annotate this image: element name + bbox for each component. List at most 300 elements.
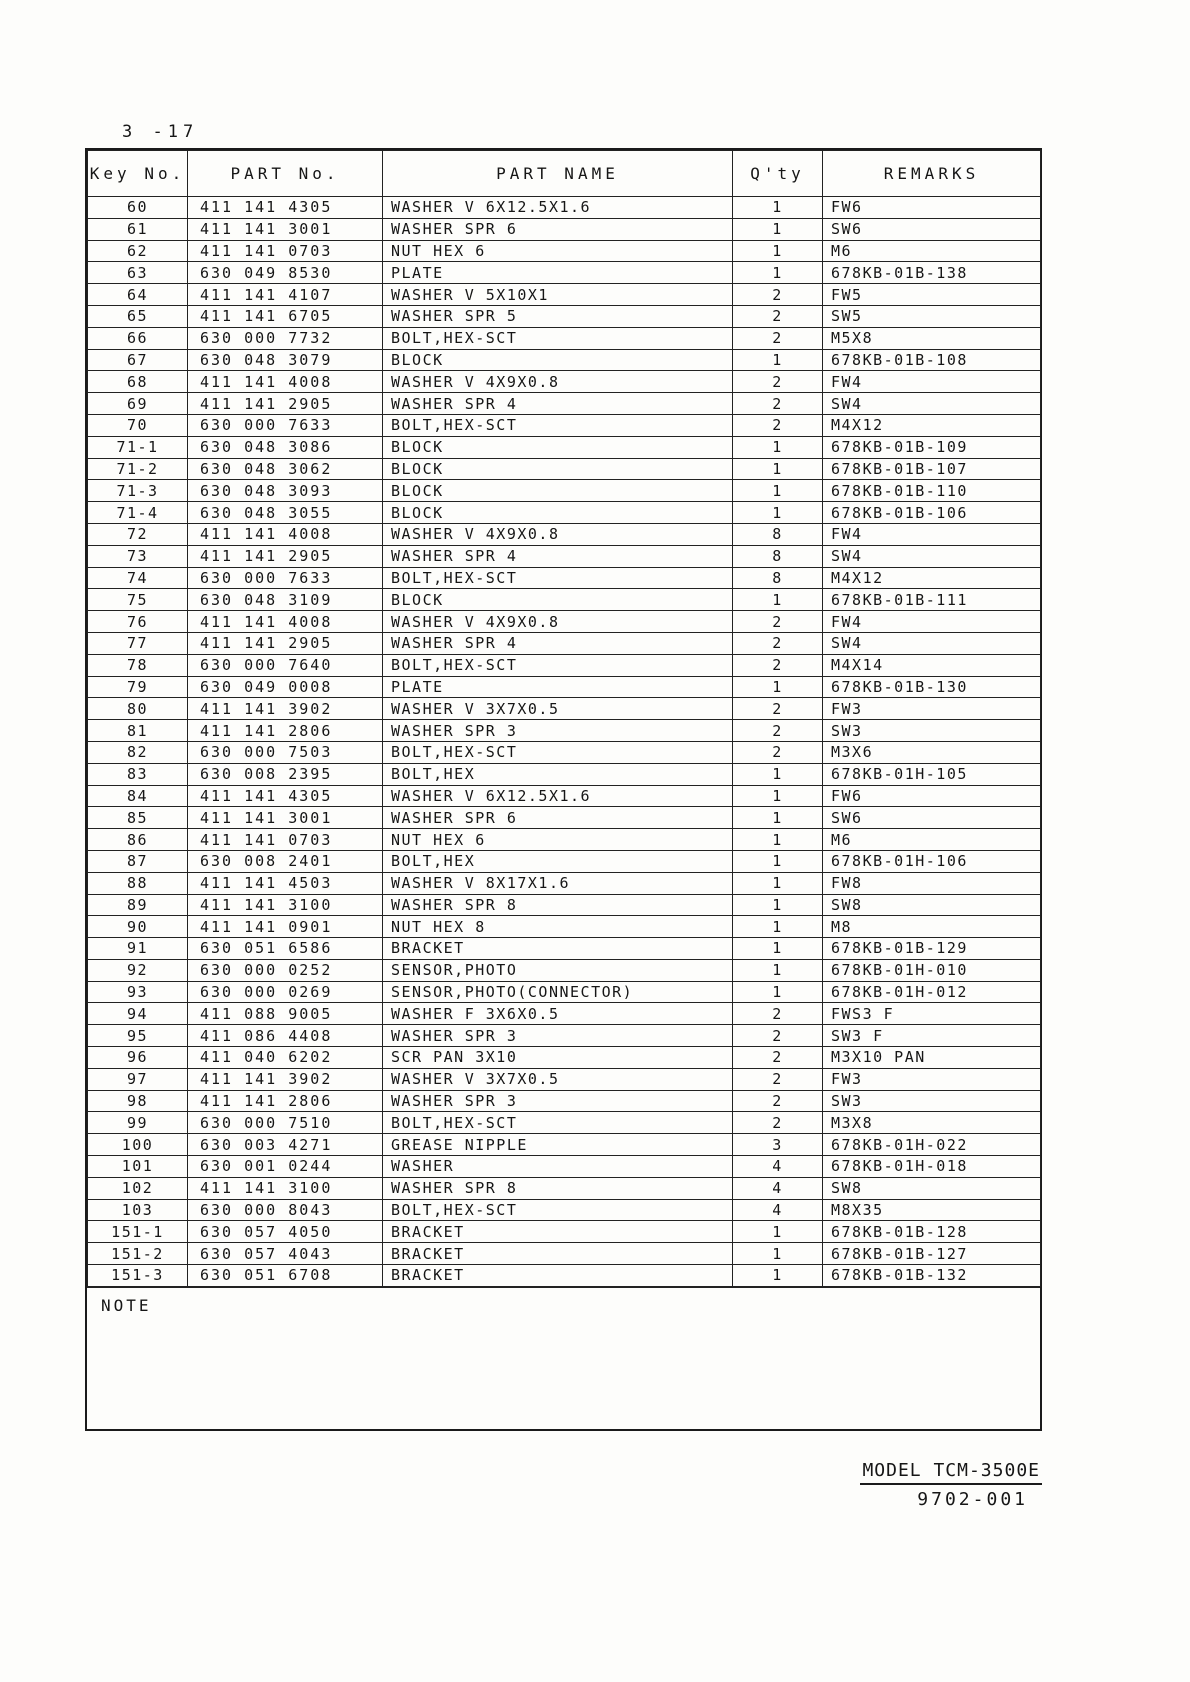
cell-remarks: SW6 bbox=[823, 218, 1041, 240]
cell-remarks: 678KB-01B-129 bbox=[823, 938, 1041, 960]
cell-part-no: 630 000 0252 bbox=[188, 959, 383, 981]
cell-part-name: BLOCK bbox=[383, 502, 733, 524]
cell-qty: 1 bbox=[733, 981, 823, 1003]
cell-qty: 2 bbox=[733, 371, 823, 393]
cell-part-no: 630 048 3086 bbox=[188, 436, 383, 458]
cell-remarks: M6 bbox=[823, 240, 1041, 262]
cell-remarks: FW6 bbox=[823, 785, 1041, 807]
cell-part-name: WASHER bbox=[383, 1156, 733, 1178]
table-row bbox=[88, 720, 1041, 742]
cell-qty: 8 bbox=[733, 545, 823, 567]
table-row bbox=[88, 959, 1041, 981]
cell-qty: 1 bbox=[733, 872, 823, 894]
cell-key-no: 73 bbox=[88, 545, 188, 567]
table-row bbox=[88, 1199, 1041, 1221]
cell-qty: 1 bbox=[733, 458, 823, 480]
cell-key-no: 94 bbox=[88, 1003, 188, 1025]
cell-part-no: 630 003 4271 bbox=[188, 1134, 383, 1156]
cell-qty: 4 bbox=[733, 1156, 823, 1178]
cell-qty: 1 bbox=[733, 349, 823, 371]
cell-part-no: 411 040 6202 bbox=[188, 1047, 383, 1069]
cell-qty: 2 bbox=[733, 1047, 823, 1069]
cell-part-no: 411 141 4305 bbox=[188, 785, 383, 807]
cell-qty: 2 bbox=[733, 1003, 823, 1025]
cell-part-name: BOLT,HEX bbox=[383, 763, 733, 785]
cell-remarks: FW8 bbox=[823, 872, 1041, 894]
cell-part-no: 411 141 3100 bbox=[188, 1177, 383, 1199]
column-header-part-name: PART NAME bbox=[383, 151, 733, 197]
cell-part-no: 630 051 6586 bbox=[188, 938, 383, 960]
cell-part-no: 411 141 2806 bbox=[188, 1090, 383, 1112]
cell-part-name: SENSOR,PHOTO(CONNECTOR) bbox=[383, 981, 733, 1003]
cell-key-no: 87 bbox=[88, 850, 188, 872]
cell-part-name: BLOCK bbox=[383, 480, 733, 502]
table-row bbox=[88, 371, 1041, 393]
cell-part-name: WASHER SPR 3 bbox=[383, 1090, 733, 1112]
cell-qty: 1 bbox=[733, 197, 823, 219]
table-row bbox=[88, 916, 1041, 938]
cell-key-no: 60 bbox=[88, 197, 188, 219]
cell-part-name: WASHER SPR 5 bbox=[383, 305, 733, 327]
table-row bbox=[88, 763, 1041, 785]
cell-part-name: NUT HEX 6 bbox=[383, 829, 733, 851]
cell-part-name: WASHER SPR 8 bbox=[383, 894, 733, 916]
cell-remarks: 678KB-01B-107 bbox=[823, 458, 1041, 480]
cell-remarks: SW4 bbox=[823, 393, 1041, 415]
cell-key-no: 86 bbox=[88, 829, 188, 851]
cell-remarks: 678KB-01B-109 bbox=[823, 436, 1041, 458]
cell-key-no: 77 bbox=[88, 632, 188, 654]
cell-part-no: 411 141 3001 bbox=[188, 807, 383, 829]
cell-remarks: FWS3 F bbox=[823, 1003, 1041, 1025]
parts-table-box bbox=[85, 148, 1042, 1431]
cell-part-no: 630 000 7503 bbox=[188, 741, 383, 763]
cell-remarks: FW6 bbox=[823, 197, 1041, 219]
cell-qty: 2 bbox=[733, 327, 823, 349]
cell-part-no: 630 008 2395 bbox=[188, 763, 383, 785]
column-header-key-no: Key No. bbox=[88, 151, 188, 197]
cell-remarks: M4X12 bbox=[823, 567, 1041, 589]
cell-part-no: 630 000 8043 bbox=[188, 1199, 383, 1221]
cell-part-no: 630 057 4043 bbox=[188, 1243, 383, 1265]
cell-part-name: BOLT,HEX-SCT bbox=[383, 1112, 733, 1134]
page-number: 3 -17 bbox=[122, 122, 199, 142]
cell-part-no: 630 000 7633 bbox=[188, 414, 383, 436]
table-row bbox=[88, 218, 1041, 240]
cell-part-name: SCR PAN 3X10 bbox=[383, 1047, 733, 1069]
cell-remarks: M6 bbox=[823, 829, 1041, 851]
cell-remarks: 678KB-01B-132 bbox=[823, 1265, 1041, 1287]
cell-part-no: 630 000 0269 bbox=[188, 981, 383, 1003]
cell-part-no: 411 141 4008 bbox=[188, 371, 383, 393]
cell-qty: 4 bbox=[733, 1199, 823, 1221]
cell-remarks: 678KB-01H-106 bbox=[823, 850, 1041, 872]
cell-part-no: 630 000 7633 bbox=[188, 567, 383, 589]
model-number: MODEL TCM-3500E bbox=[860, 1460, 1042, 1485]
table-row bbox=[88, 1221, 1041, 1243]
cell-remarks: 678KB-01B-108 bbox=[823, 349, 1041, 371]
cell-key-no: 78 bbox=[88, 654, 188, 676]
cell-remarks: SW3 bbox=[823, 720, 1041, 742]
cell-part-name: WASHER V 6X12.5X1.6 bbox=[383, 197, 733, 219]
cell-qty: 2 bbox=[733, 414, 823, 436]
cell-key-no: 66 bbox=[88, 327, 188, 349]
cell-remarks: FW5 bbox=[823, 284, 1041, 306]
cell-part-no: 630 049 0008 bbox=[188, 676, 383, 698]
table-row bbox=[88, 894, 1041, 916]
column-header-remarks: REMARKS bbox=[823, 151, 1041, 197]
table-row bbox=[88, 1177, 1041, 1199]
cell-remarks: FW4 bbox=[823, 611, 1041, 633]
table-row bbox=[88, 436, 1041, 458]
cell-qty: 2 bbox=[733, 393, 823, 415]
cell-part-name: BOLT,HEX-SCT bbox=[383, 741, 733, 763]
cell-key-no: 67 bbox=[88, 349, 188, 371]
table-row bbox=[88, 1003, 1041, 1025]
cell-key-no: 62 bbox=[88, 240, 188, 262]
cell-key-no: 71-4 bbox=[88, 502, 188, 524]
cell-key-no: 96 bbox=[88, 1047, 188, 1069]
cell-key-no: 84 bbox=[88, 785, 188, 807]
table-row bbox=[88, 698, 1041, 720]
table-row bbox=[88, 393, 1041, 415]
table-row bbox=[88, 284, 1041, 306]
cell-part-name: NUT HEX 6 bbox=[383, 240, 733, 262]
cell-part-no: 411 141 4305 bbox=[188, 197, 383, 219]
cell-remarks: 678KB-01B-128 bbox=[823, 1221, 1041, 1243]
column-header-part-no: PART No. bbox=[188, 151, 383, 197]
cell-remarks: SW4 bbox=[823, 545, 1041, 567]
cell-part-name: WASHER SPR 4 bbox=[383, 545, 733, 567]
table-row bbox=[88, 981, 1041, 1003]
cell-part-name: GREASE NIPPLE bbox=[383, 1134, 733, 1156]
cell-part-no: 411 141 2806 bbox=[188, 720, 383, 742]
cell-qty: 1 bbox=[733, 589, 823, 611]
cell-key-no: 63 bbox=[88, 262, 188, 284]
table-row bbox=[88, 829, 1041, 851]
cell-key-no: 89 bbox=[88, 894, 188, 916]
cell-remarks: SW3 bbox=[823, 1090, 1041, 1112]
table-row bbox=[88, 523, 1041, 545]
cell-remarks: M3X8 bbox=[823, 1112, 1041, 1134]
cell-key-no: 75 bbox=[88, 589, 188, 611]
table-row bbox=[88, 502, 1041, 524]
cell-remarks: M3X6 bbox=[823, 741, 1041, 763]
cell-qty: 1 bbox=[733, 240, 823, 262]
cell-remarks: FW4 bbox=[823, 523, 1041, 545]
table-row bbox=[88, 589, 1041, 611]
table-row bbox=[88, 197, 1041, 219]
cell-qty: 1 bbox=[733, 763, 823, 785]
cell-qty: 1 bbox=[733, 436, 823, 458]
cell-part-name: WASHER SPR 4 bbox=[383, 632, 733, 654]
table-row bbox=[88, 262, 1041, 284]
table-row bbox=[88, 349, 1041, 371]
table-row bbox=[88, 1243, 1041, 1265]
cell-qty: 1 bbox=[733, 894, 823, 916]
cell-remarks: FW4 bbox=[823, 371, 1041, 393]
cell-remarks: 678KB-01H-010 bbox=[823, 959, 1041, 981]
cell-key-no: 74 bbox=[88, 567, 188, 589]
cell-part-name: WASHER SPR 8 bbox=[383, 1177, 733, 1199]
column-header-qty: Q'ty bbox=[733, 151, 823, 197]
cell-remarks: 678KB-01H-018 bbox=[823, 1156, 1041, 1178]
cell-part-name: BOLT,HEX-SCT bbox=[383, 414, 733, 436]
table-row bbox=[88, 414, 1041, 436]
table-row bbox=[88, 807, 1041, 829]
cell-key-no: 76 bbox=[88, 611, 188, 633]
table-row bbox=[88, 1134, 1041, 1156]
cell-key-no: 99 bbox=[88, 1112, 188, 1134]
cell-key-no: 69 bbox=[88, 393, 188, 415]
note-section bbox=[87, 1287, 1040, 1429]
cell-part-name: BLOCK bbox=[383, 436, 733, 458]
cell-remarks: M4X14 bbox=[823, 654, 1041, 676]
cell-qty: 2 bbox=[733, 1068, 823, 1090]
cell-key-no: 102 bbox=[88, 1177, 188, 1199]
cell-key-no: 100 bbox=[88, 1134, 188, 1156]
cell-part-name: NUT HEX 8 bbox=[383, 916, 733, 938]
cell-part-no: 411 141 3902 bbox=[188, 698, 383, 720]
cell-part-name: BLOCK bbox=[383, 349, 733, 371]
table-row bbox=[88, 305, 1041, 327]
cell-remarks: M5X8 bbox=[823, 327, 1041, 349]
cell-key-no: 71-2 bbox=[88, 458, 188, 480]
cell-part-no: 411 141 6705 bbox=[188, 305, 383, 327]
table-row bbox=[88, 1068, 1041, 1090]
cell-key-no: 71-3 bbox=[88, 480, 188, 502]
cell-key-no: 151-1 bbox=[88, 1221, 188, 1243]
cell-qty: 1 bbox=[733, 262, 823, 284]
cell-part-name: WASHER V 4X9X0.8 bbox=[383, 611, 733, 633]
cell-part-name: WASHER V 4X9X0.8 bbox=[383, 523, 733, 545]
cell-part-no: 630 051 6708 bbox=[188, 1265, 383, 1287]
parts-table-body bbox=[88, 197, 1041, 1287]
cell-part-no: 411 141 2905 bbox=[188, 632, 383, 654]
cell-qty: 2 bbox=[733, 1112, 823, 1134]
cell-key-no: 91 bbox=[88, 938, 188, 960]
cell-key-no: 88 bbox=[88, 872, 188, 894]
cell-qty: 2 bbox=[733, 720, 823, 742]
cell-qty: 1 bbox=[733, 916, 823, 938]
cell-key-no: 72 bbox=[88, 523, 188, 545]
cell-key-no: 65 bbox=[88, 305, 188, 327]
cell-part-no: 411 086 4408 bbox=[188, 1025, 383, 1047]
cell-part-no: 411 141 4008 bbox=[188, 611, 383, 633]
cell-key-no: 64 bbox=[88, 284, 188, 306]
cell-part-name: WASHER V 8X17X1.6 bbox=[383, 872, 733, 894]
table-row bbox=[88, 850, 1041, 872]
cell-part-name: BOLT,HEX bbox=[383, 850, 733, 872]
cell-remarks: FW3 bbox=[823, 698, 1041, 720]
cell-part-no: 411 141 2905 bbox=[188, 393, 383, 415]
cell-part-no: 411 141 3902 bbox=[188, 1068, 383, 1090]
doc-number: 9702-001 bbox=[917, 1489, 1028, 1510]
cell-part-name: BRACKET bbox=[383, 1221, 733, 1243]
cell-part-no: 630 048 3062 bbox=[188, 458, 383, 480]
cell-remarks: SW3 F bbox=[823, 1025, 1041, 1047]
cell-qty: 2 bbox=[733, 1090, 823, 1112]
table-row bbox=[88, 480, 1041, 502]
cell-key-no: 79 bbox=[88, 676, 188, 698]
cell-key-no: 151-2 bbox=[88, 1243, 188, 1265]
cell-key-no: 70 bbox=[88, 414, 188, 436]
cell-part-no: 630 001 0244 bbox=[188, 1156, 383, 1178]
cell-remarks: SW4 bbox=[823, 632, 1041, 654]
cell-remarks: 678KB-01B-130 bbox=[823, 676, 1041, 698]
cell-part-name: BOLT,HEX-SCT bbox=[383, 567, 733, 589]
cell-part-no: 411 141 2905 bbox=[188, 545, 383, 567]
cell-qty: 2 bbox=[733, 611, 823, 633]
cell-qty: 1 bbox=[733, 218, 823, 240]
cell-remarks: FW3 bbox=[823, 1068, 1041, 1090]
cell-part-name: WASHER V 3X7X0.5 bbox=[383, 698, 733, 720]
table-row bbox=[88, 611, 1041, 633]
table-row bbox=[88, 1025, 1041, 1047]
cell-qty: 1 bbox=[733, 829, 823, 851]
table-row bbox=[88, 632, 1041, 654]
cell-qty: 2 bbox=[733, 632, 823, 654]
cell-qty: 1 bbox=[733, 850, 823, 872]
cell-part-name: BLOCK bbox=[383, 458, 733, 480]
table-row bbox=[88, 741, 1041, 763]
cell-key-no: 83 bbox=[88, 763, 188, 785]
cell-part-no: 630 000 7732 bbox=[188, 327, 383, 349]
cell-qty: 1 bbox=[733, 1221, 823, 1243]
cell-remarks: 678KB-01H-012 bbox=[823, 981, 1041, 1003]
cell-part-name: WASHER SPR 3 bbox=[383, 1025, 733, 1047]
cell-qty: 2 bbox=[733, 1025, 823, 1047]
cell-part-no: 411 141 4107 bbox=[188, 284, 383, 306]
cell-part-name: BRACKET bbox=[383, 938, 733, 960]
cell-part-no: 630 049 8530 bbox=[188, 262, 383, 284]
cell-remarks: SW8 bbox=[823, 1177, 1041, 1199]
cell-part-no: 411 141 4503 bbox=[188, 872, 383, 894]
cell-key-no: 82 bbox=[88, 741, 188, 763]
table-row bbox=[88, 872, 1041, 894]
cell-part-name: SENSOR,PHOTO bbox=[383, 959, 733, 981]
cell-key-no: 68 bbox=[88, 371, 188, 393]
cell-part-no: 630 008 2401 bbox=[188, 850, 383, 872]
cell-part-no: 411 141 0703 bbox=[188, 829, 383, 851]
cell-remarks: M3X10 PAN bbox=[823, 1047, 1041, 1069]
cell-qty: 2 bbox=[733, 284, 823, 306]
cell-part-name: PLATE bbox=[383, 262, 733, 284]
cell-remarks: SW6 bbox=[823, 807, 1041, 829]
table-row bbox=[88, 1265, 1041, 1287]
cell-remarks: SW5 bbox=[823, 305, 1041, 327]
cell-part-name: WASHER SPR 6 bbox=[383, 807, 733, 829]
parts-table bbox=[87, 150, 1041, 1287]
cell-qty: 1 bbox=[733, 480, 823, 502]
cell-key-no: 101 bbox=[88, 1156, 188, 1178]
cell-remarks: 678KB-01B-106 bbox=[823, 502, 1041, 524]
cell-qty: 2 bbox=[733, 654, 823, 676]
cell-qty: 2 bbox=[733, 698, 823, 720]
cell-part-name: BLOCK bbox=[383, 589, 733, 611]
cell-part-name: WASHER SPR 6 bbox=[383, 218, 733, 240]
cell-qty: 1 bbox=[733, 938, 823, 960]
table-row bbox=[88, 938, 1041, 960]
cell-remarks: 678KB-01H-105 bbox=[823, 763, 1041, 785]
cell-key-no: 97 bbox=[88, 1068, 188, 1090]
table-row bbox=[88, 1112, 1041, 1134]
cell-part-name: WASHER V 6X12.5X1.6 bbox=[383, 785, 733, 807]
cell-part-no: 630 000 7640 bbox=[188, 654, 383, 676]
cell-remarks: 678KB-01B-110 bbox=[823, 480, 1041, 502]
table-row bbox=[88, 545, 1041, 567]
table-row bbox=[88, 785, 1041, 807]
cell-remarks: M8 bbox=[823, 916, 1041, 938]
table-row bbox=[88, 1047, 1041, 1069]
cell-qty: 2 bbox=[733, 741, 823, 763]
cell-qty: 4 bbox=[733, 1177, 823, 1199]
cell-key-no: 71-1 bbox=[88, 436, 188, 458]
cell-part-name: WASHER V 5X10X1 bbox=[383, 284, 733, 306]
cell-qty: 1 bbox=[733, 1265, 823, 1287]
cell-part-no: 411 141 0703 bbox=[188, 240, 383, 262]
cell-qty: 1 bbox=[733, 1243, 823, 1265]
cell-qty: 1 bbox=[733, 959, 823, 981]
cell-key-no: 92 bbox=[88, 959, 188, 981]
cell-part-no: 630 048 3079 bbox=[188, 349, 383, 371]
cell-remarks: 678KB-01B-138 bbox=[823, 262, 1041, 284]
cell-qty: 8 bbox=[733, 567, 823, 589]
table-row bbox=[88, 327, 1041, 349]
cell-qty: 1 bbox=[733, 502, 823, 524]
cell-key-no: 98 bbox=[88, 1090, 188, 1112]
table-row bbox=[88, 676, 1041, 698]
cell-part-no: 630 048 3109 bbox=[188, 589, 383, 611]
cell-remarks: 678KB-01B-111 bbox=[823, 589, 1041, 611]
note-label: NOTE bbox=[101, 1295, 152, 1315]
cell-part-name: WASHER SPR 3 bbox=[383, 720, 733, 742]
cell-part-no: 630 000 7510 bbox=[188, 1112, 383, 1134]
table-row bbox=[88, 1156, 1041, 1178]
cell-part-no: 411 088 9005 bbox=[188, 1003, 383, 1025]
cell-qty: 3 bbox=[733, 1134, 823, 1156]
cell-remarks: 678KB-01H-022 bbox=[823, 1134, 1041, 1156]
cell-part-name: BOLT,HEX-SCT bbox=[383, 327, 733, 349]
cell-part-no: 411 141 3001 bbox=[188, 218, 383, 240]
cell-remarks: 678KB-01B-127 bbox=[823, 1243, 1041, 1265]
page-footer bbox=[860, 1460, 1042, 1510]
table-row bbox=[88, 1090, 1041, 1112]
cell-key-no: 90 bbox=[88, 916, 188, 938]
cell-part-no: 411 141 4008 bbox=[188, 523, 383, 545]
header-row bbox=[88, 151, 1041, 197]
cell-key-no: 95 bbox=[88, 1025, 188, 1047]
cell-key-no: 151-3 bbox=[88, 1265, 188, 1287]
parts-table-header bbox=[88, 151, 1041, 197]
cell-qty: 1 bbox=[733, 807, 823, 829]
cell-key-no: 103 bbox=[88, 1199, 188, 1221]
cell-part-name: BOLT,HEX-SCT bbox=[383, 1199, 733, 1221]
cell-part-name: BOLT,HEX-SCT bbox=[383, 654, 733, 676]
cell-qty: 2 bbox=[733, 305, 823, 327]
cell-part-name: WASHER SPR 4 bbox=[383, 393, 733, 415]
cell-part-no: 411 141 0901 bbox=[188, 916, 383, 938]
cell-part-no: 630 057 4050 bbox=[188, 1221, 383, 1243]
cell-key-no: 93 bbox=[88, 981, 188, 1003]
cell-part-name: WASHER V 4X9X0.8 bbox=[383, 371, 733, 393]
table-row bbox=[88, 240, 1041, 262]
cell-key-no: 61 bbox=[88, 218, 188, 240]
cell-part-name: WASHER V 3X7X0.5 bbox=[383, 1068, 733, 1090]
cell-key-no: 80 bbox=[88, 698, 188, 720]
cell-remarks: M4X12 bbox=[823, 414, 1041, 436]
cell-part-no: 411 141 3100 bbox=[188, 894, 383, 916]
